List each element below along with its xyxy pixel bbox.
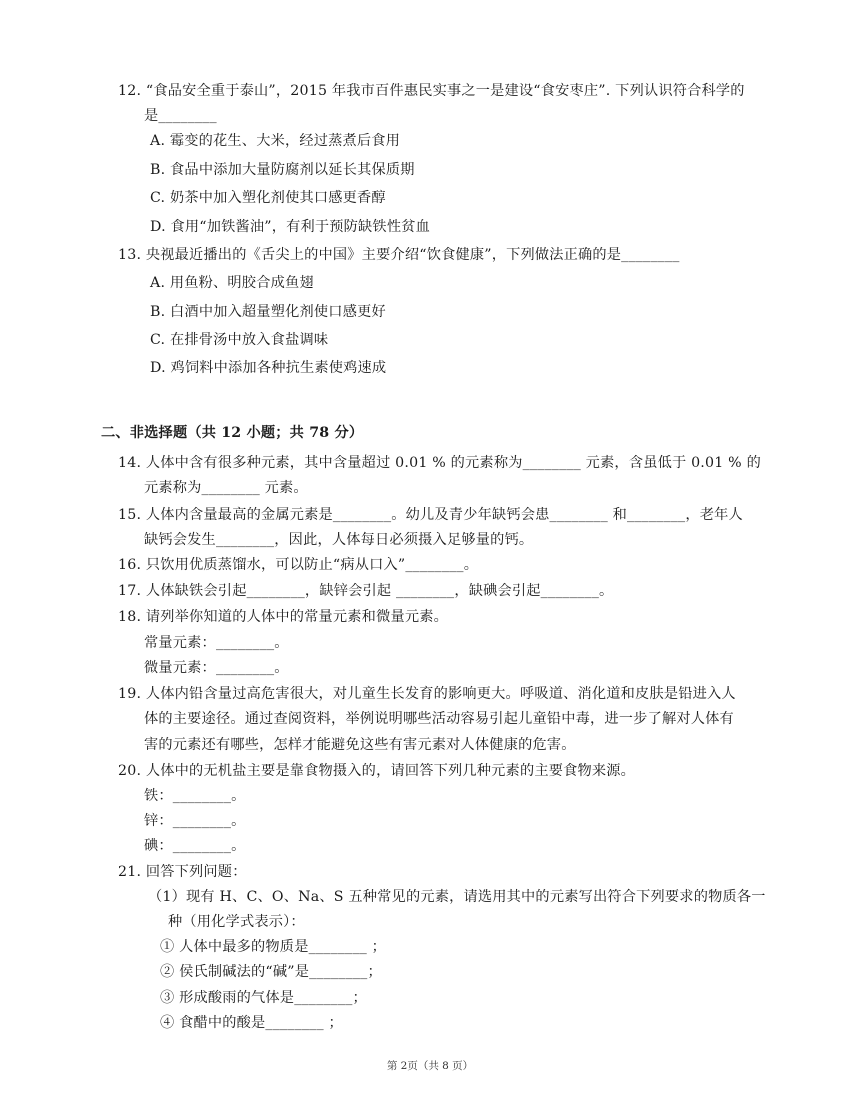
question-13-option-b: B. 白酒中加入超量塑化剂使口感更好: [150, 304, 386, 320]
question-20-line-1: 20. 人体中的无机盐主要是靠食物摄入的，请回答下列几种元素的主要食物来源。: [118, 763, 636, 779]
section-2-heading: 二、非选择题（共 12 小题；共 78 分）: [101, 425, 364, 441]
question-21-item-4: ④ 食醋中的酸是________ ；: [160, 1015, 343, 1031]
question-21-sub-1-line-2: 种（用化学式表示）：: [168, 914, 305, 930]
question-15-line-1: 15. 人体内含量最高的金属元素是________。幼儿及青少年缺钙会患________ 和________，老年人: [118, 507, 743, 523]
question-13-option-a: A. 用鱼粉、明胶合成鱼翅: [150, 275, 314, 291]
question-21-sub-1-line-1: （1）现有 H、C、O、Na、S 五种常见的元素，请选用其中的元素写出符合下列要求的物质各一: [148, 889, 766, 905]
question-20-item-iron: 铁：________。: [144, 788, 246, 804]
question-13-line-1: 13. 央视最近播出的《舌尖上的中国》主要介绍“饮食健康”，下列做法正确的是________: [118, 247, 680, 263]
question-14-line-1: 14. 人体中含有很多种元素，其中含量超过 0.01 % 的元素称为________ 元素，含虽低于 0.01 % 的: [118, 455, 761, 471]
question-17-line-1: 17. 人体缺铁会引起________，缺锌会引起 ________，缺碘会引起________。: [118, 583, 614, 599]
question-19-line-2: 体的主要途径。通过查阅资料，举例说明哪些活动容易引起儿童铅中毒，进一步了解对人体有: [144, 711, 734, 727]
question-21-item-3: ③ 形成酸雨的气体是________；: [160, 990, 367, 1006]
question-16-line-1: 16. 只饮用优质蒸馏水，可以防止“病从口入”________。: [118, 557, 479, 573]
question-18-line-3: 微量元素：________。: [144, 660, 289, 676]
question-19-line-3: 害的元素还有哪些，怎样才能避免这些有害元素对人体健康的危害。: [144, 737, 576, 753]
question-20-item-iodine: 碘：________。: [144, 838, 246, 854]
question-12-option-d: D. 食用“加铁酱油”，有利于预防缺铁性贫血: [150, 219, 430, 235]
question-12-option-a: A. 霉变的花生、大米，经过蒸煮后食用: [150, 133, 401, 149]
question-20-item-zinc: 锌：________。: [144, 813, 246, 829]
page-footer: 第 2页（共 8 页）: [386, 1060, 474, 1072]
question-21-line-1: 21. 回答下列问题：: [118, 864, 247, 880]
question-19-line-1: 19. 人体内铅含量过高危害很大，对儿童生长发育的影响更大。呼吸道、消化道和皮肤是铅进入人: [118, 686, 736, 702]
question-12-option-c: C. 奶茶中加入塑化剂使其口感更香醇: [150, 190, 386, 206]
question-18-line-1: 18. 请列举你知道的人体中的常量元素和微量元素。: [118, 609, 449, 625]
question-21-item-2: ② 侯氏制碱法的“碱”是________；: [160, 964, 382, 980]
question-13-option-c: C. 在排骨汤中放入食盐调味: [150, 332, 329, 348]
question-14-line-2: 元素称为________ 元素。: [144, 480, 308, 496]
question-12-line-1: 12. “食品安全重于泰山”，2015 年我市百件惠民实事之一是建设“食安枣庄”. 下列认识符合科学的: [118, 83, 745, 99]
question-21-item-1: ① 人体中最多的物质是________ ；: [160, 939, 387, 955]
question-12-line-2: 是________: [144, 108, 217, 124]
question-12-option-b: B. 食品中添加大量防腐剂以延长其保质期: [150, 162, 415, 178]
question-18-line-2: 常量元素：________。: [144, 635, 289, 651]
question-13-option-d: D. 鸡饲料中添加各种抗生素使鸡速成: [150, 360, 387, 376]
question-15-line-2: 缺钙会发生________，因此，人体每日必须摄入足够量的钙。: [144, 532, 534, 548]
